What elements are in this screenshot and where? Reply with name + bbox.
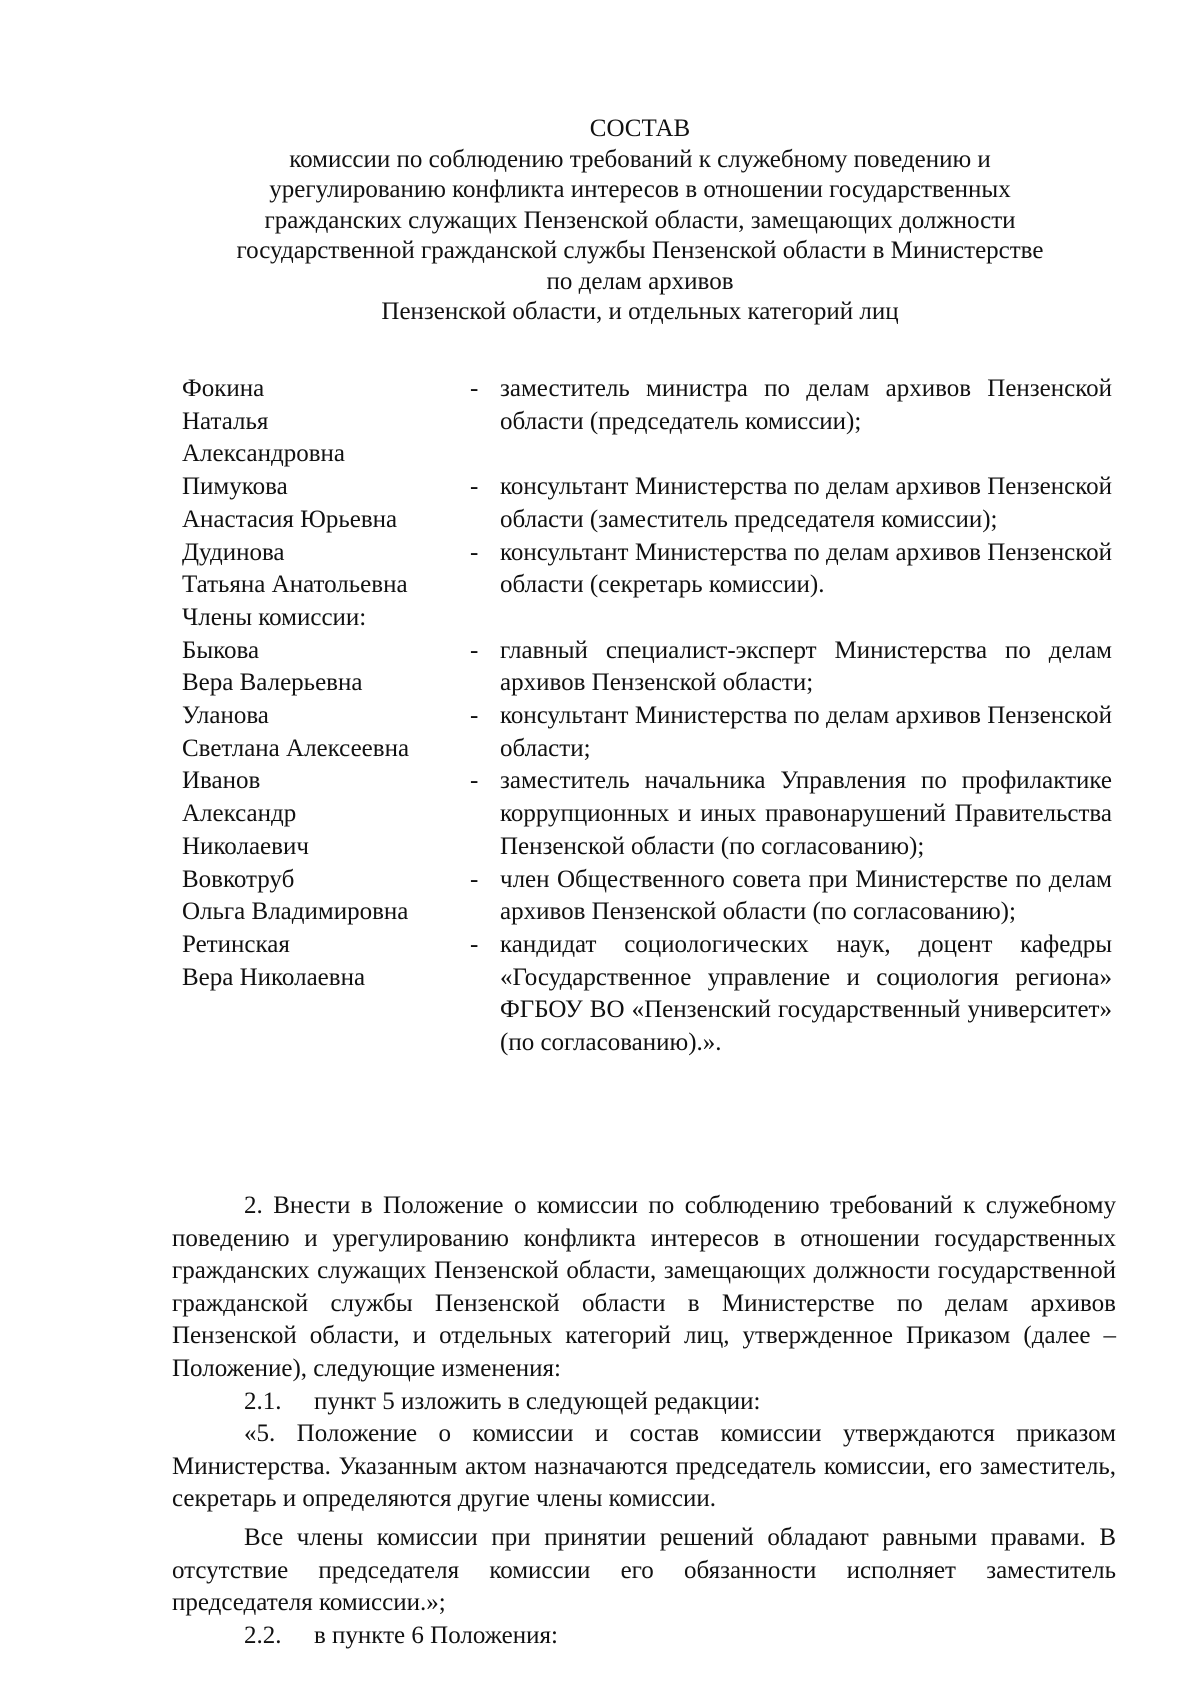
member-given-name: Вера Николаевна bbox=[182, 963, 366, 991]
member-surname: Ретинская bbox=[182, 930, 290, 958]
member-name bbox=[182, 765, 470, 863]
member-row bbox=[182, 765, 1120, 863]
member-surname: Быкова bbox=[182, 636, 260, 664]
member-dash: - bbox=[470, 473, 479, 501]
member-row bbox=[182, 373, 1120, 471]
heading-line: по делам архивов bbox=[546, 267, 734, 295]
subitem-number: 2.2. bbox=[244, 1621, 282, 1649]
member-row bbox=[182, 929, 1120, 1060]
document-body bbox=[172, 1190, 1116, 1652]
member-dash: - bbox=[470, 930, 479, 958]
member-name bbox=[182, 635, 470, 700]
member-given-name: Наталья bbox=[182, 407, 269, 435]
member-role: консультант Министерства по делам архивов Пензенской области (заместитель председателя комиссии); bbox=[500, 473, 1112, 533]
member-surname: Пимукова bbox=[182, 473, 288, 501]
member-dash: - bbox=[470, 636, 479, 664]
member-dash: - bbox=[470, 865, 479, 893]
subitem-text: пункт 5 изложить в следующей редакции: bbox=[314, 1387, 761, 1415]
paragraph-5-quote: «5. Положение о комиссии и состав комиссии утверждаются приказом Министерства. Указанным актом назначаются председатель комиссии, его заместитель, секретарь и определяются другие члены комиссии. bbox=[172, 1420, 1116, 1513]
member-row bbox=[182, 700, 1120, 765]
member-role: консультант Министерства по делам архивов Пензенской области (секретарь комиссии). bbox=[500, 538, 1112, 599]
member-given-name: Татьяна Анатольевна bbox=[182, 571, 408, 599]
subitem-2-1 bbox=[172, 1386, 1116, 1419]
member-dash: - bbox=[470, 767, 479, 795]
member-patronymic: Александровна bbox=[182, 440, 346, 468]
member-role: член Общественного совета при Министерстве по делам архивов Пензенской области (по согласованию); bbox=[500, 865, 1112, 926]
member-name bbox=[182, 537, 470, 602]
member-surname: Уланова bbox=[182, 702, 269, 730]
member-patronymic: Николаевич bbox=[182, 832, 309, 860]
member-row bbox=[182, 864, 1120, 929]
member-row bbox=[182, 635, 1120, 700]
member-dash: - bbox=[470, 702, 479, 730]
member-name bbox=[182, 471, 470, 536]
member-role: заместитель министра по делам архивов Пензенской области (председатель комиссии); bbox=[500, 375, 1112, 435]
member-surname: Фокина bbox=[182, 375, 265, 402]
member-row bbox=[182, 537, 1120, 602]
member-given-name: Александр bbox=[182, 800, 297, 828]
member-name bbox=[182, 864, 470, 929]
member-role: кандидат социологических наук, доцент кафедры «Государственное управление и социология региона» ФГБОУ ВО «Пензенский государственный университет» (по согласованию).». bbox=[500, 930, 1112, 1057]
member-given-name: Светлана Алексеевна bbox=[182, 734, 410, 762]
member-dash: - bbox=[470, 538, 479, 566]
member-role: заместитель начальника Управления по профилактике коррупционных и иных правонарушений Правительства Пензенской области (по согласованию); bbox=[500, 767, 1112, 860]
heading-line: Пензенской области, и отдельных категорий лиц bbox=[381, 298, 899, 325]
heading-line: государственной гражданской службы Пензенской области в Министерстве bbox=[236, 237, 1044, 264]
member-surname: Вовкотруб bbox=[182, 865, 295, 893]
subitem-text: в пункте 6 Положения: bbox=[314, 1621, 558, 1649]
member-dash: - bbox=[470, 375, 479, 402]
member-surname: Иванов bbox=[182, 767, 261, 795]
heading-line: комиссии по соблюдению требований к служебному поведению и bbox=[289, 145, 991, 173]
member-name bbox=[182, 929, 470, 994]
member-role: консультант Министерства по делам архивов Пензенской области; bbox=[500, 702, 1112, 762]
member-given-name: Ольга Владимировна bbox=[182, 898, 409, 926]
subitem-number: 2.1. bbox=[244, 1387, 282, 1415]
member-surname: Дудинова bbox=[182, 538, 285, 566]
commission-members bbox=[182, 373, 1120, 1060]
document-heading bbox=[160, 114, 1120, 328]
members-group-label: Члены комиссии: bbox=[182, 603, 367, 631]
paragraph-5-continuation: Все члены комиссии при принятии решений обладают равными правами. В отсутствие председателя комиссии его обязанности исполняет заместитель председателя комиссии.»; bbox=[172, 1523, 1116, 1617]
member-name bbox=[182, 700, 470, 765]
member-given-name: Анастасия Юрьевна bbox=[182, 505, 398, 533]
heading-line: гражданских служащих Пензенской области, замещающих должности bbox=[264, 206, 1016, 234]
heading-line: урегулированию конфликта интересов в отношении государственных bbox=[269, 176, 1011, 203]
member-given-name: Вера Валерьевна bbox=[182, 669, 363, 697]
paragraph-2: 2. Внести в Положение о комиссии по соблюдению требований к служебному поведению и урегулированию конфликта интересов в отношении государственных гражданских служащих Пензенской области, замещающих должности государственной гражданской службы Пензенской области в Министерстве по делам архивов Пензенской области, и отдельных категорий лиц, утвержденное Приказом (далее – Положение), следующие изменения: bbox=[172, 1192, 1116, 1382]
heading-title: СОСТАВ bbox=[589, 115, 691, 142]
member-role: главный специалист-эксперт Министерства по делам архивов Пензенской области; bbox=[500, 636, 1112, 697]
member-row bbox=[182, 471, 1120, 536]
subitem-2-2 bbox=[172, 1620, 1116, 1653]
member-name bbox=[182, 373, 470, 471]
